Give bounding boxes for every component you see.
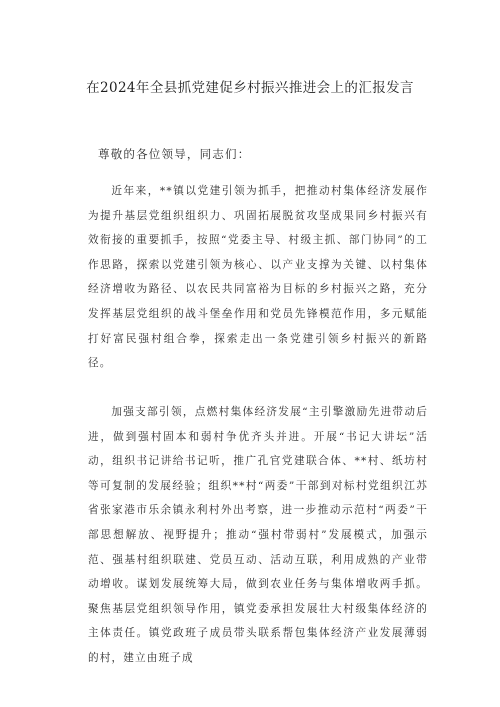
paragraph-1: 近年来，**镇以党建引领为抓手，把推动村集体经济发展作为提升基层党组织组织力、巩固拓展脱贫攻坚成果同乡村振兴有效衔接的重要抓手，按照“党委主导、村级主抓、部门协同”的工作思路，探索以党建引领为核心、以产业支撑为关键、以村集体经济增收为路径、以农民共同富裕为目标的乡村振兴之路，充分发挥基层党组织的战斗堡垒作用和党员先锋模范作用，多元赋能打好富民强村组合拳，探索走出一条党建引领乡村振兴的新路径。 xyxy=(88,185,428,370)
document-title: 在2024年全县抓党建促乡村振兴推进会上的汇报发言 xyxy=(86,80,414,96)
salutation: 尊敬的各位领导，同志们： xyxy=(98,147,251,161)
paragraph-2: 加强支部引领，点燃村集体经济发展“主引擎激励先进带动后进，做到强村固本和弱村争优齐头并进。开展“书记大讲坛”活动，组织书记讲给书记听，推广孔官党建联合体、**村、纸坊村等可复制的发展经验；组织**村“两委”干部到对标村党组织江苏省张家港市乐余镇永利村外出考察，进一步推动示范村“两委”干部思想解放、视野提升；推动“强村带弱村”发展模式，加强示范、强基村组织联建、党员互动、活动互联，利用成熟的产业带动增收。谋划发展统筹大局，做到农业任务与集体增收两手抓。聚焦基层党组织领导作用，镇党委承担发展壮大村级集体经济的主体责任。镇党政班子成员带头联系帮包集体经济产业发展薄弱的村，建立由班子成 xyxy=(88,406,428,664)
